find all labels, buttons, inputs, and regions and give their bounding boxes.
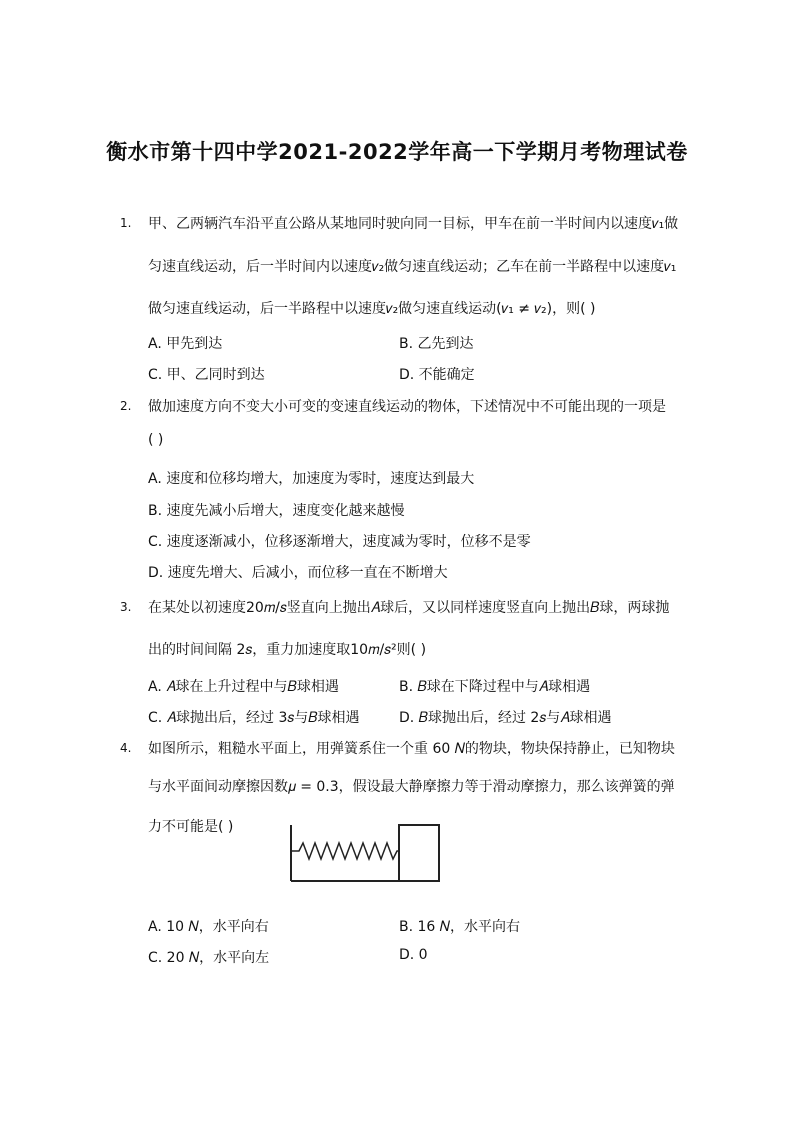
question-text: 匀速直线运动，后一半时间内以速度𝑣₂做匀速直线运动；乙车在前一半路程中以速度𝑣₁ bbox=[148, 259, 677, 275]
question-text: 如图所示，粗糙水平面上，用弹簧系住一个重 60 𝑁的物块，物块保持静止，已知物块 bbox=[148, 741, 675, 757]
option-d: D. 不能确定 bbox=[399, 367, 475, 383]
option-c: C. 𝐴球抛出后，经过 3𝑠与𝐵球相遇 bbox=[148, 710, 360, 726]
spring bbox=[291, 843, 399, 859]
question-text: 在某处以初速度20𝑚/𝑠竖直向上抛出𝐴球后，又以同样速度竖直向上抛出𝐵球，两球抛 bbox=[148, 600, 670, 616]
question-text: 做加速度方向不变大小可变的变速直线运动的物体，下述情况中不可能出现的一项是 bbox=[148, 399, 666, 415]
question-number: 3. bbox=[120, 600, 132, 614]
question-text: 甲、乙两辆汽车沿平直公路从某地同时驶向同一目标，甲车在前一半时间内以速度𝑣₁做 bbox=[148, 216, 679, 232]
option-b: B. 速度先减小后增大，速度变化越来越慢 bbox=[148, 503, 405, 519]
option-d: D. 0 bbox=[399, 947, 428, 963]
option-a: A. 10 𝑁，水平向右 bbox=[148, 919, 269, 935]
question-number: 1. bbox=[120, 216, 132, 230]
option-c: C. 甲、乙同时到达 bbox=[148, 367, 265, 383]
option-a: A. 速度和位移均增大，加速度为零时，速度达到最大 bbox=[148, 471, 475, 487]
option-b: B. 乙先到达 bbox=[399, 336, 474, 352]
question-number: 4. bbox=[120, 741, 132, 755]
option-d: D. 速度先增大、后减小，而位移一直在不断增大 bbox=[148, 565, 448, 581]
question-text: 与水平面间动摩擦因数𝜇 = 0.3，假设最大静摩擦力等于滑动摩擦力，那么该弹簧的弹 bbox=[148, 779, 675, 795]
option-a: A. 𝐴球在上升过程中与𝐵球相遇 bbox=[148, 679, 339, 695]
question-text: 做匀速直线运动，后一半路程中以速度𝑣₂做匀速直线运动(𝑣₁ ≠ 𝑣₂)，则( ) bbox=[148, 301, 596, 317]
option-c: C. 速度逐渐减小，位移逐渐增大，速度减为零时，位移不是零 bbox=[148, 534, 531, 550]
block bbox=[399, 825, 439, 881]
option-d: D. 𝐵球抛出后，经过 2𝑠与𝐴球相遇 bbox=[399, 710, 612, 726]
page-title: 衡水市第十四中学2021-2022学年高一下学期月考物理试卷 bbox=[106, 140, 688, 164]
question-text: 出的时间间隔 2𝑠，重力加速度取10𝑚/𝑠²则( ) bbox=[148, 642, 427, 658]
option-b: B. 16 𝑁，水平向右 bbox=[399, 919, 520, 935]
spring-block-figure bbox=[289, 823, 441, 883]
option-b: B. 𝐵球在下降过程中与𝐴球相遇 bbox=[399, 679, 591, 695]
option-c: C. 20 𝑁，水平向左 bbox=[148, 950, 270, 966]
question-text: ( ) bbox=[148, 432, 164, 448]
option-a: A. 甲先到达 bbox=[148, 336, 223, 352]
question-number: 2. bbox=[120, 399, 132, 413]
question-text: 力不可能是( ) bbox=[148, 819, 234, 835]
